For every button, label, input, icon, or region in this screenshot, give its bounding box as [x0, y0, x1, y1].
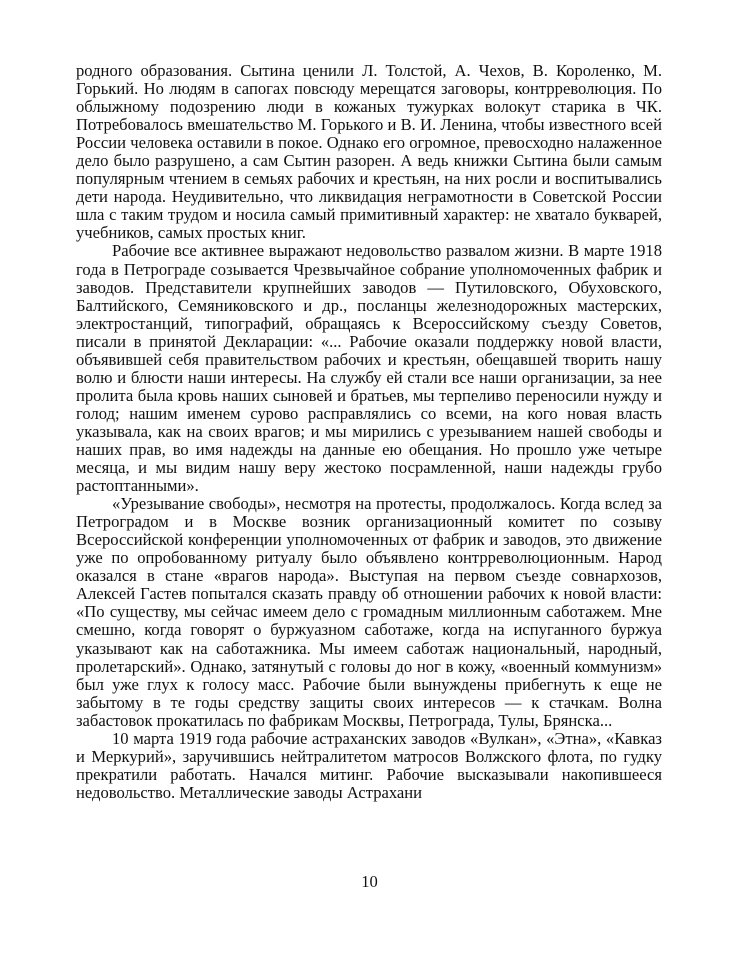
page-number: 10 [361, 872, 378, 891]
paragraph-1: родного образования. Сытина ценили Л. Толстой, А. Чехов, В. Короленко, М. Горький. Но людям в сапогах повсюду мерещатся заговоры, контрреволюция. По облыжному подозрению люди в кожаных тужурках волокут старика в ЧК. Потребовалось вмешательство М. Горького и В. И. Ленина, чтобы известного всей России человека оставили в покое. Однако его огромное, превосходно налаженное дело было разрушено, а сам Сытин разорен. А ведь книжки Сытина были самым популярным чтением в семьях рабочих и крестьян, на них росли и воспитывались дети народа. Неудивительно, что ликвидация неграмотности в Советской России шла с таким трудом и носила самый примитивный характер: не хватало букварей, учебников, самых простых книг. [76, 61, 662, 243]
paragraph-2: Рабочие все активнее выражают недовольство развалом жизни. В марте 1918 года в Петрограде созывается Чрезвычайное собрание уполномоченных фабрик и заводов. Представители крупнейших заводов — Путиловского, Обуховского, Балтийского, Семяниковского и др., посланцы железнодорожных мастерских, электростанций, типографий, обращаясь к Всероссийскому съезду Советов, писали в принятой Декларации: «... Рабочие оказали поддержку новой власти, объявившей себя правительством рабочих и крестьян, обещавшей творить нашу волю и блюсти наши интересы. На службу ей стали все наши организации, за нее пролита была кровь наших сыновей и братьев, мы терпеливо переносили нужду и голод; нашим именем сурово расправлялись со всеми, на кого новая власть указывала, как на своих врагов; и мы мирились с урезыванием нашей свободы и наших прав, во имя надежды на данные ею обещания. Но прошло уже четыре месяца, и мы видим нашу веру жестоко посрамленной, наши надежды грубо растоптанными». [76, 241, 662, 496]
paragraph-3: «Урезывание свободы», несмотря на протесты, продолжалось. Когда вслед за Петроградом и в Москве возник организационный комитет по созыву Всероссийской конференции уполномоченных от фабрик и заводов, это движение уже по опробованному ритуалу было объявлено контрреволюционным. Народ оказался в стане «врагов народа». Выступая на первом съезде совнархозов, Алексей Гастев попытался сказать правду об отношении рабочих к новой власти: «По существу, мы сейчас имеем дело с громадным миллионным саботажем. Мне смешно, когда говорят о буржуазном саботаже, когда на испуганного буржуа указывают как на саботажника. Мы имеем саботаж национальный, народный, пролетарский». Однако, затянутый с головы до ног в кожу, «военный коммунизм» был уже глух к голосу масс. Рабочие были вынуждены прибегнуть к еще не забытому в те годы средству защиты своих интересов — к стачкам. Волна забастовок прокатилась по фабрикам Москвы, Петрограда, Тулы, Брянска... [76, 494, 662, 730]
page-body [76, 62, 662, 802]
paragraph-4: 10 марта 1919 года рабочие астраханских заводов «Вулкан», «Этна», «Кавказ и Меркурий», заручившись нейтралитетом матросов Волжского флота, по гудку прекратили работать. Начался митинг. Рабочие высказывали накопившееся недовольство. Металлические заводы Астрахани [76, 728, 662, 802]
